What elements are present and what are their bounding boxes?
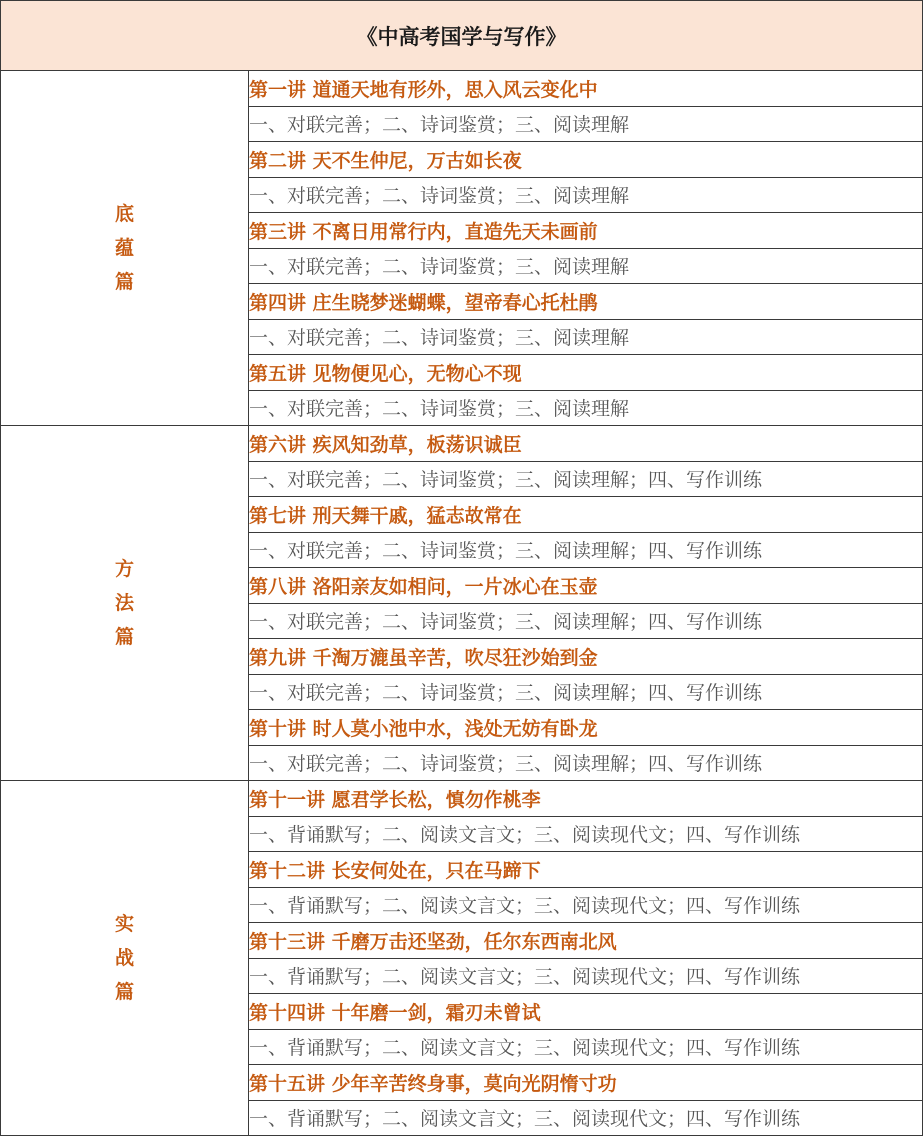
- table-row: [1, 426, 923, 462]
- lecture-content: 一、对联完善；二、诗词鉴赏；三、阅读理解: [249, 106, 923, 142]
- section-label-cell: [1, 781, 249, 1136]
- section-name: 实战篇: [114, 913, 134, 1003]
- lecture-title: 第十一讲 愿君学长松，慎勿作桃李: [249, 781, 923, 817]
- lecture-title: 第十二讲 长安何处在，只在马蹄下: [249, 852, 923, 888]
- lecture-title: 第七讲 刑天舞干戚，猛志故常在: [249, 497, 923, 533]
- lecture-title: 第四讲 庄生晓梦迷蝴蝶，望帝春心托杜鹃: [249, 284, 923, 320]
- lecture-content: 一、对联完善；二、诗词鉴赏；三、阅读理解；四、写作训练: [249, 532, 923, 568]
- lecture-title: 第二讲 天不生仲尼，万古如长夜: [249, 142, 923, 178]
- lecture-title: 第十五讲 少年辛苦终身事，莫向光阴惰寸功: [249, 1065, 923, 1101]
- table-title-row: [1, 1, 923, 71]
- lecture-title: 第八讲 洛阳亲友如相问，一片冰心在玉壶: [249, 568, 923, 604]
- lecture-content: 一、背诵默写；二、阅读文言文；三、阅读现代文；四、写作训练: [249, 887, 923, 923]
- lecture-title: 第五讲 见物便见心，无物心不现: [249, 355, 923, 391]
- lecture-title: 第十三讲 千磨万击还坚劲，任尔东西南北风: [249, 923, 923, 959]
- lecture-content: 一、背诵默写；二、阅读文言文；三、阅读现代文；四、写作训练: [249, 1100, 923, 1136]
- table-row: [1, 781, 923, 817]
- table-row: [1, 71, 923, 107]
- lecture-content: 一、对联完善；二、诗词鉴赏；三、阅读理解；四、写作训练: [249, 745, 923, 781]
- section-label-cell: [1, 426, 249, 781]
- lecture-content: 一、对联完善；二、诗词鉴赏；三、阅读理解: [249, 248, 923, 284]
- lecture-content: 一、背诵默写；二、阅读文言文；三、阅读现代文；四、写作训练: [249, 958, 923, 994]
- section-name: 底蕴篇: [114, 203, 134, 293]
- lecture-title: 第三讲 不离日用常行内，直造先天未画前: [249, 213, 923, 249]
- lecture-content: 一、对联完善；二、诗词鉴赏；三、阅读理解；四、写作训练: [249, 603, 923, 639]
- table-title: 《中高考国学与写作》: [1, 1, 923, 71]
- section-label-cell: [1, 71, 249, 426]
- lecture-content: 一、对联完善；二、诗词鉴赏；三、阅读理解: [249, 177, 923, 213]
- section-name: 方法篇: [114, 558, 134, 648]
- lecture-title: 第十讲 时人莫小池中水，浅处无妨有卧龙: [249, 710, 923, 746]
- lecture-title: 第六讲 疾风知劲草，板荡识诚臣: [249, 426, 923, 462]
- lecture-title: 第九讲 千淘万漉虽辛苦，吹尽狂沙始到金: [249, 639, 923, 675]
- lecture-title: 第十四讲 十年磨一剑，霜刃未曾试: [249, 994, 923, 1030]
- lecture-content: 一、对联完善；二、诗词鉴赏；三、阅读理解: [249, 390, 923, 426]
- lecture-content: 一、对联完善；二、诗词鉴赏；三、阅读理解；四、写作训练: [249, 461, 923, 497]
- lecture-content: 一、背诵默写；二、阅读文言文；三、阅读现代文；四、写作训练: [249, 1029, 923, 1065]
- lecture-title: 第一讲 道通天地有形外，思入风云变化中: [249, 71, 923, 107]
- lecture-content: 一、对联完善；二、诗词鉴赏；三、阅读理解；四、写作训练: [249, 674, 923, 710]
- lecture-content: 一、背诵默写；二、阅读文言文；三、阅读现代文；四、写作训练: [249, 816, 923, 852]
- lecture-content: 一、对联完善；二、诗词鉴赏；三、阅读理解: [249, 319, 923, 355]
